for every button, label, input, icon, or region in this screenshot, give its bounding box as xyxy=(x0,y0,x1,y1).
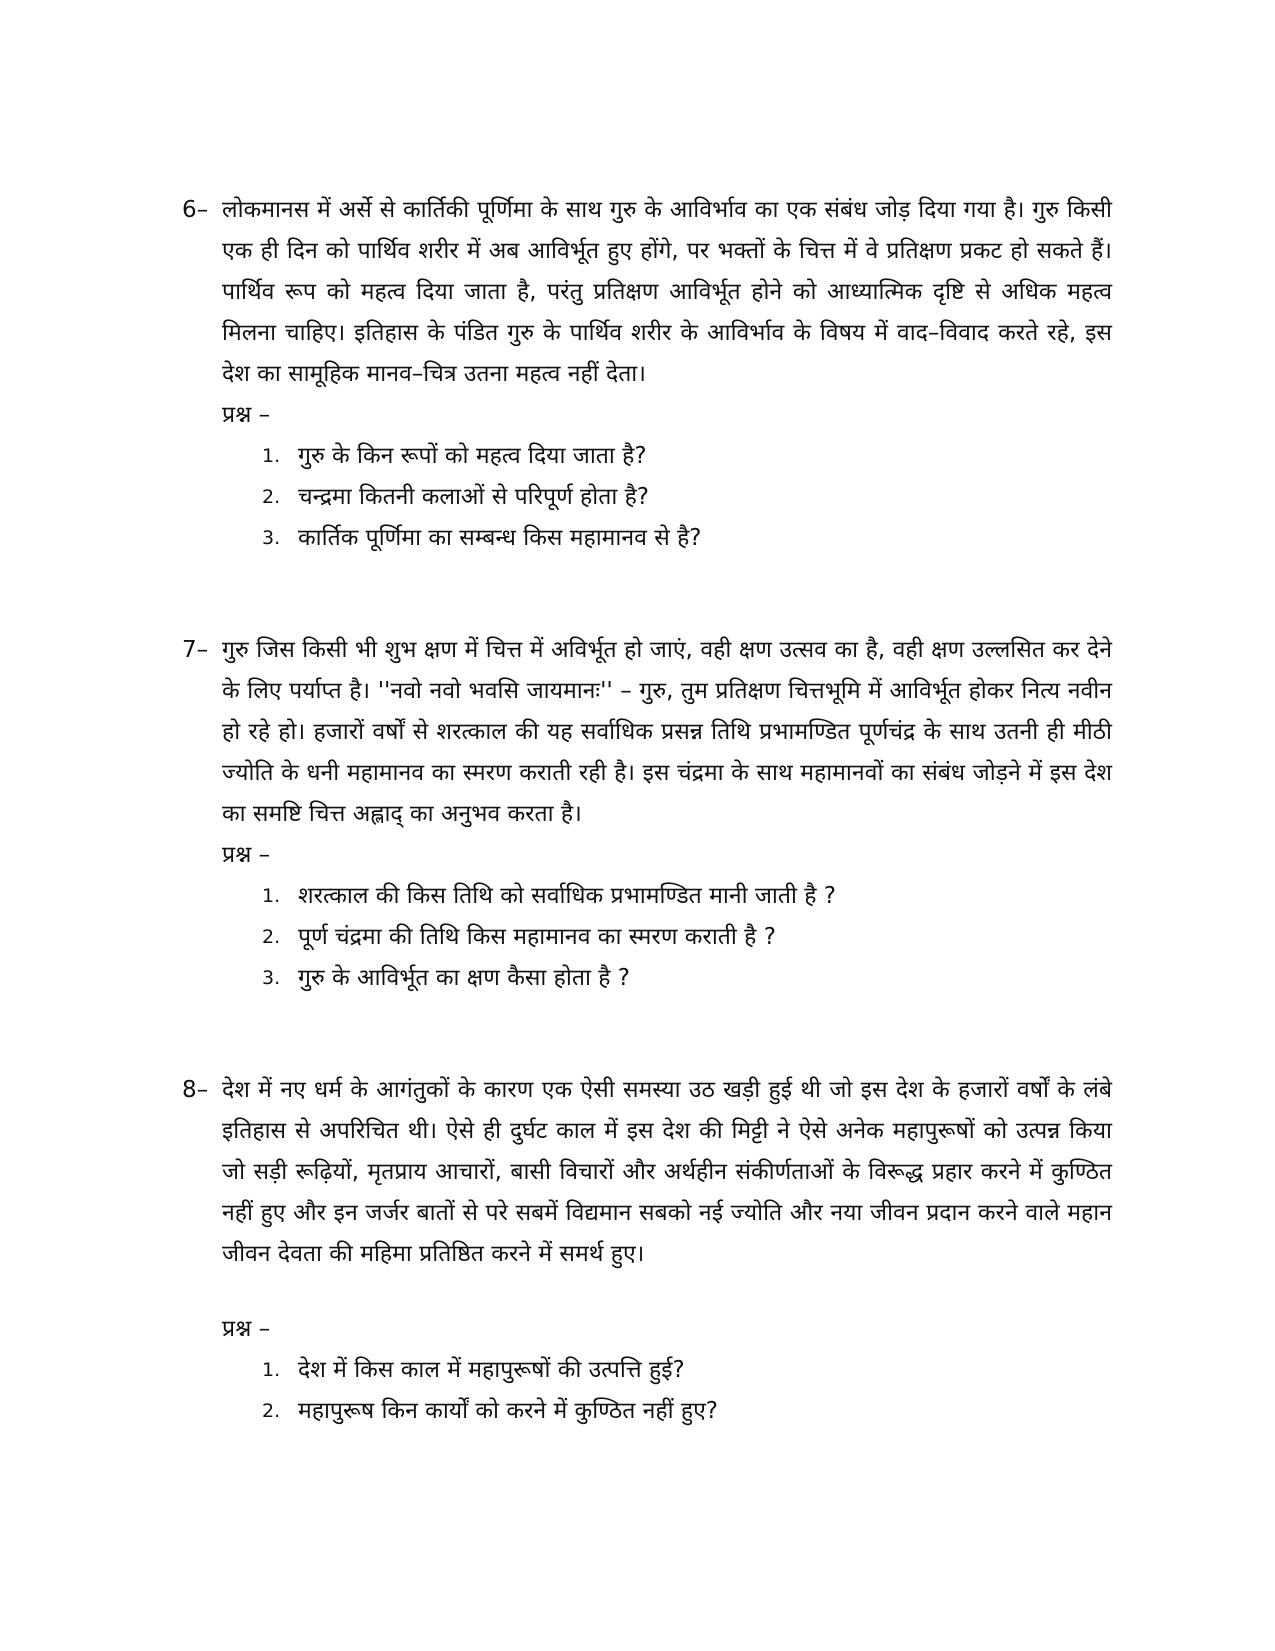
sub-question xyxy=(262,477,1112,518)
question-number: 7– xyxy=(182,637,209,663)
passage-text: गुरु जिस किसी भी शुभ क्षण में चित्त में अविर्भूत हो जाएं, वही क्षण उत्सव का है, वही क्षण उल्लसित कर देने के लिए पर्याप्त है। ''नवो नवो भवसि जायमानः'' – गुरु, तुम प्रतिक्षण चित्तभूमि में आविर्भूत होकर नित्य नवीन हो रहे हो। हजारों वर्षों से शरत्काल की यह सर्वाधिक प्रसन्न तिथि प्रभामण्डित पूर्णचंद्र के साथ उतनी ही मीठी ज्योति के धनी महामानव का स्मरण कराती रही है। इस चंद्रमा के साथ महामानवों का संबंध जोड़ने में इस देश का समष्टि चित्त अह्लाद् का अनुभव करता है। xyxy=(222,637,1112,827)
sub-question-number: 2. xyxy=(262,1400,281,1422)
sub-question-number: 1. xyxy=(262,445,281,467)
sub-question xyxy=(262,436,1112,477)
sub-question-number: 2. xyxy=(262,486,281,508)
sub-question xyxy=(262,958,1112,999)
question-block-7 xyxy=(182,630,1112,999)
sub-question xyxy=(262,876,1112,917)
passage-6 xyxy=(182,190,1112,395)
prashn-label: प्रश्न – xyxy=(222,402,271,428)
sub-question-text: कार्तिक पूर्णिमा का सम्बन्ध किस महामानव से है? xyxy=(298,525,702,551)
sub-question-number: 2. xyxy=(262,926,281,948)
sub-question-list xyxy=(182,436,1112,559)
sub-question-number: 1. xyxy=(262,1359,281,1381)
passage-8 xyxy=(182,1070,1112,1275)
passage-7 xyxy=(182,630,1112,835)
question-block-8 xyxy=(182,1070,1112,1432)
question-block-6 xyxy=(182,190,1112,559)
sub-question-number: 1. xyxy=(262,885,281,907)
sub-question-number: 3. xyxy=(262,967,281,989)
sub-question-text: गुरु के किन रूपों को महत्व दिया जाता है? xyxy=(298,443,647,469)
sub-question xyxy=(262,1350,1112,1391)
sub-question-text: चन्द्रमा कितनी कलाओं से परिपूर्ण होता है? xyxy=(298,484,650,510)
sub-question-text: शरत्काल की किस तिथि को सर्वाधिक प्रभामण्डित मानी जाती है ? xyxy=(298,883,836,909)
prashn-label: प्रश्न – xyxy=(222,842,271,868)
passage-text: देश में नए धर्म के आगंतुकों के कारण एक ऐसी समस्या उठ खड़ी हुई थी जो इस देश के हजारों वर्षों के लंबे इतिहास से अपरिचित थी। ऐसे ही दुर्घट काल में इस देश की मिट्टी ने ऐसे अनेक महापुरूषों को उत्पन्न किया जो सड़ी रूढ़ियों, मृतप्राय आचारों, बासी विचारों और अर्थहीन संकीर्णताओं के विरूद्ध प्रहार करने में कुण्ठित नहीं हुए और इन जर्जर बातों से परे सबमें विद्यमान सबको नई ज्योति और नया जीवन प्रदान करने वाले महान जीवन देवता की महिमा प्रतिष्ठित करने में समर्थ हुए। xyxy=(222,1077,1112,1267)
sub-question xyxy=(262,1391,1112,1432)
sub-question-number: 3. xyxy=(262,527,281,549)
sub-question-text: देश में किस काल में महापुरूषों की उत्पत्ति हुई? xyxy=(298,1357,685,1383)
question-number: 6– xyxy=(182,197,209,223)
sub-question-list xyxy=(182,876,1112,999)
passage-text: लोकमानस में अर्से से कार्तिकी पूर्णिमा के साथ गुरु के आविर्भाव का एक संबंध जोड़ दिया गया है। गुरु किसी एक ही दिन को पार्थिव शरीर में अब आविर्भूत हुए होंगे, पर भक्तों के चित्त में वे प्रतिक्षण प्रकट हो सकते हैं। पार्थिव रूप को महत्व दिया जाता है, परंतु प्रतिक्षण आविर्भूत होने को आध्यात्मिक दृष्टि से अधिक महत्व मिलना चाहिए। इतिहास के पंडित गुरु के पार्थिव शरीर के आविर्भाव के विषय में वाद–विवाद करते रहे, इस देश का सामूहिक मानव–चित्र उतना महत्व नहीं देता। xyxy=(222,197,1112,387)
sub-question-list xyxy=(182,1350,1112,1432)
sub-question-text: पूर्ण चंद्रमा की तिथि किस महामानव का स्मरण कराती है ? xyxy=(298,924,776,950)
prashn-label: प्रश्न – xyxy=(222,1316,271,1342)
sub-question-text: गुरु के आविर्भूत का क्षण कैसा होता है ? xyxy=(298,965,630,991)
question-number: 8– xyxy=(182,1077,209,1103)
sub-question xyxy=(262,518,1112,559)
sub-question xyxy=(262,917,1112,958)
sub-question-text: महापुरूष किन कार्यों को करने में कुण्ठित नहीं हुए? xyxy=(298,1398,718,1424)
